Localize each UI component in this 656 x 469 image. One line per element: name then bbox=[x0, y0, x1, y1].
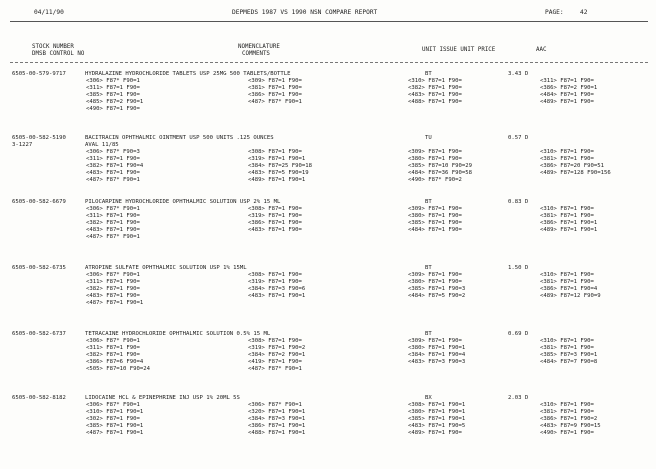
usage-cell: <490> F87=1 F90= bbox=[540, 430, 594, 436]
usage-cell: <309> F87=1 F90= bbox=[408, 338, 462, 344]
col-stock-number: STOCK NUMBER bbox=[32, 44, 74, 50]
usage-cell: <483> F87=1 F90= bbox=[86, 293, 140, 299]
usage-cell: <489> F87=1 F90=1 bbox=[540, 227, 598, 233]
usage-cell: <484> F87=36 F90=58 bbox=[408, 170, 472, 176]
usage-cell: <386> F87=1 F90=1 bbox=[540, 220, 598, 226]
usage-cell: <309> F87=1 F90= bbox=[408, 206, 462, 212]
usage-cell: <311> F87=1 F90= bbox=[86, 213, 140, 219]
usage-cell: <382> F87=1 F90=4 bbox=[86, 163, 144, 169]
usage-cell: <382> F87=1 F90= bbox=[408, 85, 462, 91]
usage-cell: <380> F87=1 F90= bbox=[408, 213, 462, 219]
usage-cell: <381> F87=1 F90= bbox=[248, 85, 302, 91]
nomenclature: TETRACAINE HYDROCHLORIDE OPHTHALMIC SOLUTION 0.5% 15 ML bbox=[85, 331, 271, 337]
usage-cell: <483> F87=1 F90= bbox=[408, 92, 462, 98]
usage-cell: <310> F87=1 F90= bbox=[540, 272, 594, 278]
usage-cell: <489> F87=1 F90= bbox=[408, 430, 462, 436]
nomenclature: PILOCARPINE HYDROCHLORIDE OPHTHALMIC SOLUTION USP 2% 15 ML bbox=[85, 199, 281, 205]
usage-cell: <306> F87* F90=1 bbox=[86, 78, 140, 84]
usage-cell: <384> F87=3 F90=1 bbox=[248, 416, 306, 422]
columns-rule bbox=[10, 62, 648, 63]
usage-cell: <310> F87=1 F90= bbox=[540, 206, 594, 212]
usage-cell: <311> F87=1 F90= bbox=[86, 156, 140, 162]
usage-cell: <380> F87=1 F90=1 bbox=[408, 409, 466, 415]
unit-price-aac: 3.43 D bbox=[508, 71, 529, 77]
usage-cell: <308> F87=1 F90= bbox=[248, 206, 302, 212]
comment: AVAL 11/85 bbox=[85, 142, 119, 148]
usage-cell: <484> F87=5 F90=2 bbox=[408, 293, 466, 299]
usage-cell: <309> F87=1 F90= bbox=[248, 78, 302, 84]
usage-cell: <380> F87=1 F90= bbox=[408, 279, 462, 285]
control-number: 3-1227 bbox=[12, 142, 33, 148]
usage-cell: <381> F87=1 F90= bbox=[540, 213, 594, 219]
usage-cell: <308> F87=1 F90= bbox=[248, 338, 302, 344]
usage-cell: <385> F87=3 F90=1 bbox=[540, 352, 598, 358]
unit-price-aac: 0.83 D bbox=[508, 199, 529, 205]
nomenclature: BACITRACIN OPHTHALMIC OINTMENT USP 500 UNITS .125 OUNCES bbox=[85, 135, 274, 141]
usage-cell: <487> F87* F90=1 bbox=[86, 177, 140, 183]
usage-cell: <386> F87=6 F90=4 bbox=[86, 359, 144, 365]
usage-cell: <310> F87=1 F90= bbox=[540, 338, 594, 344]
stock-number: 6505-00-582-5190 bbox=[12, 135, 66, 141]
usage-cell: <487> F87=1 F90=1 bbox=[86, 300, 144, 306]
usage-cell: <320> F87=1 F90=1 bbox=[248, 409, 306, 415]
usage-cell: <487> F87* F90=1 bbox=[248, 99, 302, 105]
usage-cell: <483> F87=1 F90= bbox=[86, 170, 140, 176]
usage-cell: <309> F87=1 F90= bbox=[408, 272, 462, 278]
usage-cell: <381> F87=1 F90= bbox=[540, 279, 594, 285]
usage-cell: <306> F87* F90=1 bbox=[86, 206, 140, 212]
usage-cell: <381> F87=1 F90= bbox=[540, 345, 594, 351]
usage-cell: <384> F87=2 F90=1 bbox=[248, 352, 306, 358]
usage-cell: <306> F87* F90=1 bbox=[86, 402, 140, 408]
col-control-no: DMSB CONTROL NO bbox=[32, 51, 85, 57]
usage-cell: <308> F87=1 F90= bbox=[248, 272, 302, 278]
usage-cell: <302> F87=1 F90= bbox=[86, 416, 140, 422]
usage-cell: <385> F87=1 F90=3 bbox=[408, 286, 466, 292]
usage-cell: <311> F87=1 F90= bbox=[540, 78, 594, 84]
usage-cell: <306> F87* F90=1 bbox=[86, 272, 140, 278]
usage-cell: <489> F87=12 F90=9 bbox=[540, 293, 601, 299]
usage-cell: <382> F87=1 F90= bbox=[86, 286, 140, 292]
usage-cell: <386> F87=1 F90=1 bbox=[248, 423, 306, 429]
usage-cell: <310> F87=1 F90= bbox=[408, 78, 462, 84]
usage-cell: <319> F87=1 F90= bbox=[248, 279, 302, 285]
unit-price-aac: 0.57 D bbox=[508, 135, 529, 141]
usage-cell: <385> F87=10 F90=29 bbox=[408, 163, 472, 169]
usage-cell: <483> F87=9 F90=15 bbox=[540, 423, 601, 429]
usage-cell: <483> F87=5 F90=19 bbox=[248, 170, 309, 176]
nomenclature: ATROPINE SULFATE OPHTHALMIC SOLUTION USP 1% 15ML bbox=[85, 265, 247, 271]
stock-number: 6505-00-582-6737 bbox=[12, 331, 66, 337]
usage-cell: <483> F87=1 F90= bbox=[86, 227, 140, 233]
usage-cell: <483> F87=3 F90=3 bbox=[408, 359, 466, 365]
usage-cell: <385> F87=1 F90= bbox=[86, 92, 140, 98]
usage-cell: <386> F87=20 F90=51 bbox=[540, 163, 604, 169]
usage-cell: <488> F87=1 F90= bbox=[408, 99, 462, 105]
usage-cell: <487> F87* F90=1 bbox=[86, 234, 140, 240]
usage-cell: <384> F87=1 F90=4 bbox=[408, 352, 466, 358]
usage-cell: <386> F87=2 F90=1 bbox=[540, 85, 598, 91]
usage-cell: <484> F87=1 F90= bbox=[408, 227, 462, 233]
usage-cell: <319> F87=1 F90= bbox=[248, 213, 302, 219]
col-aac: AAC bbox=[536, 47, 547, 53]
stock-number: 6505-00-582-6735 bbox=[12, 265, 66, 271]
unit-price-aac: 0.69 D bbox=[508, 331, 529, 337]
unit-price-aac: 1.50 D bbox=[508, 265, 529, 271]
usage-cell: <310> F87=1 F90=1 bbox=[86, 409, 144, 415]
unit-issue: BT bbox=[425, 265, 432, 271]
header-rule bbox=[10, 21, 648, 22]
usage-cell: <306> F87* F90=1 bbox=[248, 402, 302, 408]
usage-cell: <484> F87=7 F90=8 bbox=[540, 359, 598, 365]
usage-cell: <319> F87=1 F90=1 bbox=[248, 156, 306, 162]
col-unit-issue-price: UNIT ISSUE UNIT PRICE bbox=[422, 47, 496, 53]
nomenclature: LIDOCAINE HCL & EPINEPHRINE INJ USP 1% 20ML 5S bbox=[85, 395, 240, 401]
usage-cell: <386> F87=1 F90= bbox=[248, 220, 302, 226]
report-date: 04/11/90 bbox=[34, 9, 64, 16]
usage-cell: <386> F87=1 F90=2 bbox=[540, 416, 598, 422]
unit-issue: BT bbox=[425, 71, 432, 77]
unit-issue: TU bbox=[425, 135, 432, 141]
nomenclature: HYDRALAZINE HYDROCHLORIDE TABLETS USP 25MG 500 TABLETS/BOTTLE bbox=[85, 71, 291, 77]
col-nomenclature: NOMENCLATURE bbox=[238, 44, 280, 50]
usage-cell: <311> F87=1 F90= bbox=[86, 85, 140, 91]
usage-cell: <490> F87=1 F90= bbox=[86, 106, 140, 112]
usage-cell: <483> F87=1 F90=1 bbox=[248, 293, 306, 299]
stock-number: 6505-00-582-6679 bbox=[12, 199, 66, 205]
usage-cell: <384> F87=25 F90=18 bbox=[248, 163, 312, 169]
unit-issue: BX bbox=[425, 395, 432, 401]
usage-cell: <483> F87=1 F90= bbox=[248, 227, 302, 233]
usage-cell: <381> F87=1 F90= bbox=[540, 409, 594, 415]
usage-cell: <380> F87=1 F90= bbox=[408, 156, 462, 162]
usage-cell: <310> F87=1 F90= bbox=[540, 149, 594, 155]
usage-cell: <483> F87=1 F90=5 bbox=[408, 423, 466, 429]
usage-cell: <384> F87=3 F90=6 bbox=[248, 286, 306, 292]
usage-cell: <485> F87=2 F90=1 bbox=[86, 99, 144, 105]
usage-cell: <382> F87=1 F90= bbox=[86, 352, 140, 358]
usage-cell: <311> F87=1 F90= bbox=[86, 345, 140, 351]
usage-cell: <308> F87=1 F90= bbox=[248, 149, 302, 155]
usage-cell: <385> F87=1 F90=1 bbox=[86, 423, 144, 429]
usage-cell: <487> F87=1 F90=1 bbox=[86, 430, 144, 436]
usage-cell: <490> F87* F90=2 bbox=[408, 177, 462, 183]
usage-cell: <484> F87=1 F90= bbox=[540, 92, 594, 98]
usage-cell: <505> F87=10 F90=24 bbox=[86, 366, 150, 372]
stock-number: 6505-00-582-8182 bbox=[12, 395, 66, 401]
usage-cell: <489> F87=1 F90= bbox=[540, 99, 594, 105]
usage-cell: <382> F87=1 F90= bbox=[86, 220, 140, 226]
page-number: 42 bbox=[580, 9, 588, 16]
usage-cell: <319> F87=1 F90=2 bbox=[248, 345, 306, 351]
page-label: PAGE: bbox=[545, 9, 564, 16]
col-comments: COMMENTS bbox=[242, 51, 270, 57]
usage-cell: <306> F87* F90=3 bbox=[86, 149, 140, 155]
usage-cell: <308> F87=1 F90=1 bbox=[408, 402, 466, 408]
unit-issue: BT bbox=[425, 331, 432, 337]
unit-price-aac: 2.03 D bbox=[508, 395, 529, 401]
usage-cell: <488> F87=1 F90=1 bbox=[248, 430, 306, 436]
usage-cell: <311> F87=1 F90= bbox=[86, 279, 140, 285]
usage-cell: <386> F87=1 F90=4 bbox=[540, 286, 598, 292]
unit-issue: BT bbox=[425, 199, 432, 205]
usage-cell: <306> F87* F90=1 bbox=[86, 338, 140, 344]
usage-cell: <381> F87=1 F90= bbox=[540, 156, 594, 162]
stock-number: 6505-00-579-9717 bbox=[12, 71, 66, 77]
usage-cell: <380> F87=1 F90=1 bbox=[408, 345, 466, 351]
usage-cell: <310> F87=1 F90= bbox=[540, 402, 594, 408]
usage-cell: <419> F87=1 F90= bbox=[248, 359, 302, 365]
usage-cell: <489> F87=128 F90=156 bbox=[540, 170, 611, 176]
usage-cell: <385> F87=1 F90= bbox=[408, 220, 462, 226]
usage-cell: <487> F87* F90=1 bbox=[248, 366, 302, 372]
usage-cell: <386> F87=1 F90= bbox=[248, 92, 302, 98]
usage-cell: <385> F87=1 F90=1 bbox=[408, 416, 466, 422]
report-title: DEPMEDS 1987 VS 1990 NSN COMPARE REPORT bbox=[232, 9, 378, 16]
usage-cell: <309> F87=1 F90= bbox=[408, 149, 462, 155]
usage-cell: <489> F87=1 F90=1 bbox=[248, 177, 306, 183]
